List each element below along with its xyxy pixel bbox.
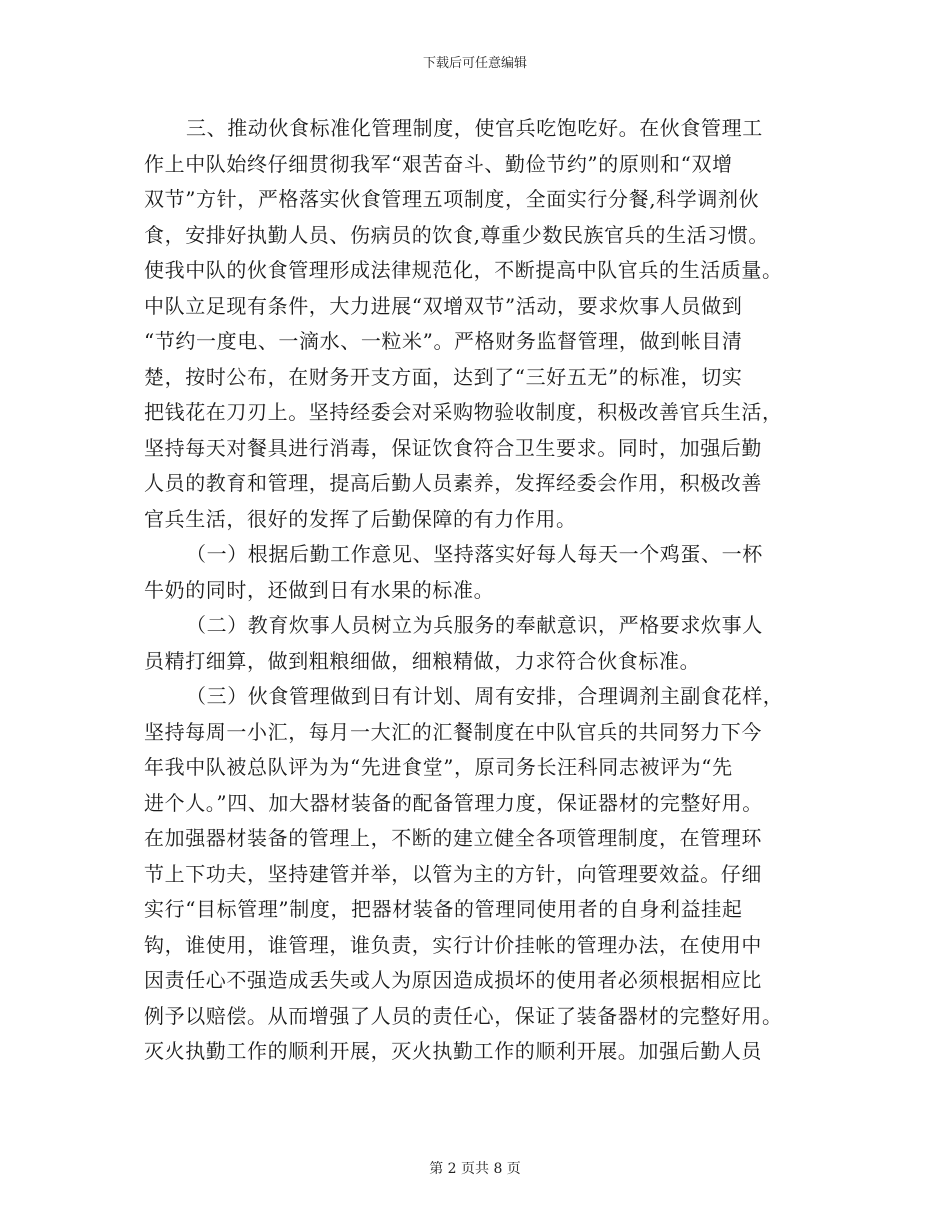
text-line: 进个人。”四、加大器材装备的配备管理力度，保证器材的完整好用。: [144, 790, 763, 815]
text-line: 年我中队被总队评为为“先进食堂”，原司务长汪科同志被评为“先: [144, 755, 733, 779]
text-line: 中队立足现有条件，大力进展“双增双节”活动，要求炊事人员做到: [144, 293, 743, 318]
text-line: 坚持每天对餐具进行消毒，保证饮食符合卫生要求。同时，加强后勤: [144, 435, 762, 460]
text-line: （三）伙食管理做到日有计划、周有安排，合理调剂主副食花样，: [186, 684, 784, 708]
text-line: 节上下功夫，坚持建管并举，以管为主的方针，向管理要效益。仔细: [144, 861, 762, 886]
text-line: 作上中队始终仔细贯彻我军“艰苦奋斗、勤俭节约”的原则和“双增: [144, 151, 733, 176]
text-line: 员精打细算，做到粗粮细做，细粮精做，力求符合伙食标准。: [144, 648, 701, 673]
text-line: 三、推动伙食标准化管理制度，使官兵吃饱吃好。在伙食管理工: [186, 116, 763, 140]
text-line: 楚，按时公布，在财务开支方面，达到了“三好五无”的标准，切实: [144, 364, 743, 389]
paragraph-3: [144, 608, 804, 679]
text-line: 灭火执勤工作的顺利开展，灭火执勤工作的顺利开展。加强后勤人员: [144, 1039, 762, 1063]
paragraph-4: [144, 679, 804, 1070]
page-header: 下载后可任意编辑: [422, 56, 527, 71]
paragraph-2: [144, 537, 804, 608]
paragraph-1: [144, 111, 804, 537]
text-line: 钩，谁使用，谁管理，谁负责，实行计价挂帐的管理办法，在使用中: [144, 932, 762, 957]
text-line: “节约一度电、一滴水、一粒米”。严格财务监督管理，做到帐目清: [144, 329, 743, 353]
page-footer: 第 2 页共 8 页: [429, 1161, 521, 1177]
text-line: （一）根据后勤工作意见、坚持落实好每人每天一个鸡蛋、一杯: [186, 542, 763, 566]
document-body: [144, 111, 804, 1070]
text-line: 例予以赔偿。从而增强了人员的责任心，保证了装备器材的完整好用。: [144, 1003, 783, 1028]
text-line: 官兵生活，很好的发挥了后勤保障的有力作用。: [144, 506, 577, 531]
text-line: 因责任心不强造成丢失或人为原因造成损坏的使用者必须根据相应比: [144, 968, 762, 992]
text-line: 食，安排好执勤人员、伤病员的饮食,尊重少数民族官兵的生活习惯。: [144, 222, 769, 247]
text-line: 坚持每周一小汇，每月一大汇的汇餐制度在中队官兵的共同努力下今: [144, 719, 762, 744]
text-line: 把钱花在刀刃上。坚持经委会对采购物验收制度，积极改善官兵生活，: [144, 400, 783, 424]
text-line: （二）教育炊事人员树立为兵服务的奉献意识，严格要求炊事人: [186, 613, 763, 637]
text-line: 实行“目标管理”制度，把器材装备的管理同使用者的自身利益挂起: [144, 897, 743, 921]
text-line: 双节”方针，严格落实伙食管理五项制度，全面实行分餐,科学调剂伙: [144, 187, 760, 211]
text-line: 使我中队的伙食管理形成法律规范化，不断提高中队官兵的生活质量。: [144, 258, 783, 282]
text-line: 人员的教育和管理，提高后勤人员素养，发挥经委会作用，积极改善: [144, 471, 762, 495]
text-line: 在加强器材装备的管理上，不断的建立健全各项管理制度，在管理环: [144, 826, 762, 850]
text-line: 牛奶的同时，还做到日有水果的标准。: [144, 577, 495, 602]
